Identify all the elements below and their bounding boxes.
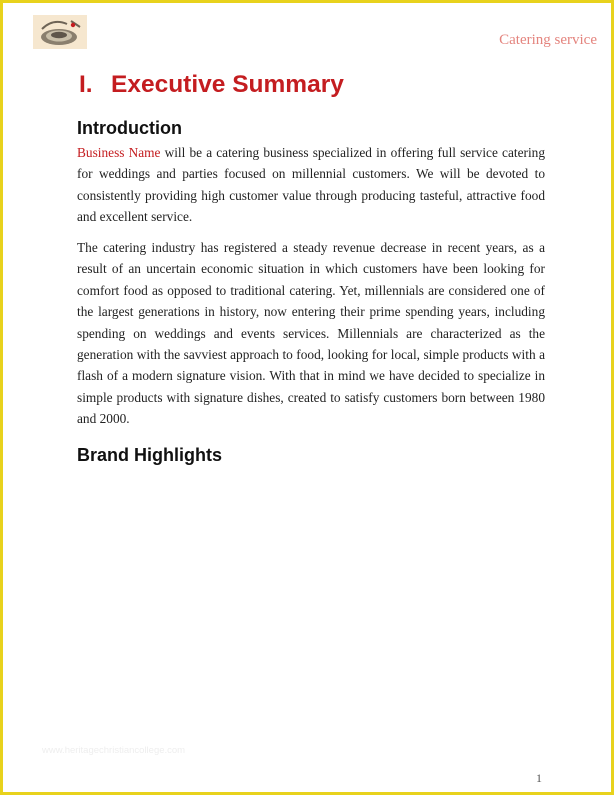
catering-logo-icon [33, 15, 87, 49]
business-name-placeholder: Business Name [77, 145, 161, 160]
section-number: I. [79, 71, 93, 98]
section-title [79, 71, 344, 99]
introduction-paragraph-1 [77, 142, 545, 228]
introduction-paragraph-2: The catering industry has registered a steady revenue decrease in recent years, as a result of an uncertain economic situation in which customers have been looking for comfort food as opposed to traditional catering. Yet, millennials are considered one of the largest generations in history, now entering their prime spending years, including spending on weddings and events services. Millennials are characterized as the generation with the savviest approach to food, looking for local, simple products with a flash of a modern signature vision. With that in mind we have decided to specialize in simple products with signature dishes, created to satisfy customers born between 1980 and 2000. [77, 240, 545, 427]
brand-highlights-heading: Brand Highlights [77, 445, 222, 465]
paragraph-1-text: will be a catering business specialized in offering full service catering for weddings and parties focused on millennial customers. We will be devoted to consistently providing high customer value through producing tasteful, attractive food and excellent service. [77, 145, 545, 225]
page-number: 1 [536, 771, 542, 785]
watermark: www.heritagechristiancollege.com [42, 745, 186, 756]
header-title: Catering service [499, 32, 597, 48]
section-title-text: Executive Summary [111, 71, 344, 98]
introduction-heading: Introduction [77, 118, 182, 138]
